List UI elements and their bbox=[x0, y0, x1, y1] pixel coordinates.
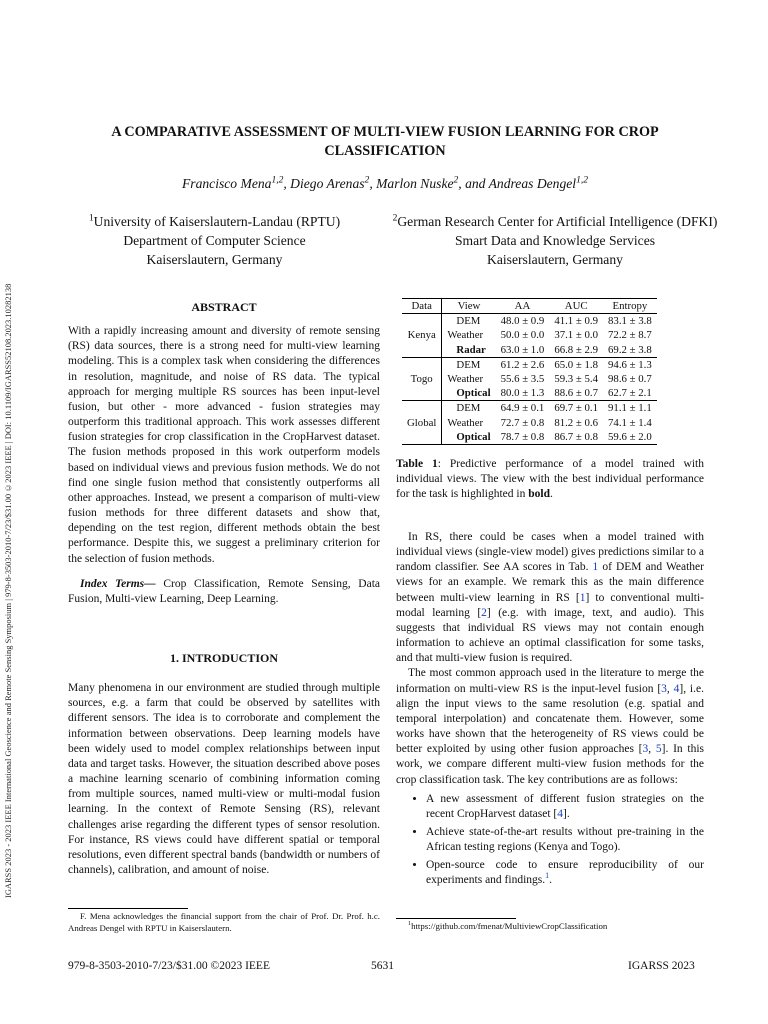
table-header: View bbox=[442, 299, 496, 314]
table-cell: 64.9 ± 0.1 bbox=[500, 402, 545, 415]
table-cell-view: DEM bbox=[456, 315, 481, 328]
affil-line: German Research Center for Artificial Intelligence (DFKI) bbox=[397, 214, 718, 229]
intro-section bbox=[68, 651, 380, 878]
table-cell: 72.7 ± 0.8 bbox=[500, 416, 545, 429]
list-item-text: Achieve state-of-the-art results without pre-training in the African testing regions (Kenya and Togo). bbox=[426, 825, 704, 854]
cite-link[interactable]: 4 bbox=[557, 807, 563, 820]
list-item-text: Open-source code to ensure reproducibility of our experiments and findings. bbox=[426, 859, 704, 887]
footnote-url[interactable]: https://github.com/fmenat/MultiviewCropClassification bbox=[411, 921, 608, 931]
para-text: of DEM and Weather views for an example. We remark this as the main difference between multi-view learning in RS [ bbox=[396, 561, 704, 604]
table-cell-view-best: Radar bbox=[442, 343, 496, 358]
cite-link[interactable]: 3 bbox=[661, 682, 667, 695]
cite-link[interactable]: 5 bbox=[655, 743, 662, 756]
table-cell: 69.7 ± 0.1 bbox=[554, 402, 599, 415]
table-cell-data: Togo bbox=[402, 357, 442, 401]
table-cell: 81.2 ± 0.6 bbox=[554, 416, 599, 429]
right-body bbox=[396, 530, 704, 892]
author-name: Francisco Mena bbox=[181, 176, 272, 191]
affil-sup: 2 bbox=[392, 213, 398, 224]
table-row bbox=[402, 357, 657, 372]
table-row bbox=[402, 401, 657, 416]
footer-left: 979-8-3503-2010-7/23/$31.00 ©2023 IEEE bbox=[68, 960, 270, 972]
affil-line: University of Kaiserslautern-Landau (RPTU) bbox=[93, 214, 341, 229]
caption-label: Table 1 bbox=[396, 458, 438, 470]
author-affil-sup: 2 bbox=[364, 175, 370, 186]
right-footnote bbox=[408, 921, 708, 933]
table-cell: 80.0 ± 1.3 bbox=[496, 386, 550, 401]
intro-heading: 1. INTRODUCTION bbox=[169, 651, 278, 665]
table-cell: 41.1 ± 0.9 bbox=[554, 315, 599, 328]
para-text: , bbox=[648, 743, 656, 756]
table-cell: 62.7 ± 2.1 bbox=[603, 386, 657, 401]
index-terms-text: Crop Classification, Remote Sensing, Data Fusion, Multi-view Learning, Deep Learning. bbox=[68, 577, 380, 605]
table-header: AUC bbox=[549, 299, 603, 314]
table-cell: 88.6 ± 0.7 bbox=[549, 386, 603, 401]
cite-link[interactable]: 1 bbox=[579, 591, 586, 604]
index-terms bbox=[68, 577, 380, 607]
table-cell: 86.7 ± 0.8 bbox=[549, 430, 603, 445]
table-cell: 91.1 ± 1.1 bbox=[608, 402, 652, 415]
footnote-ref[interactable]: 1 bbox=[545, 871, 550, 881]
intro-text: Many phenomena in our environment are studied through multiple sources, e.g. a farm that could be observed by satellites with different sensors. The idea is to corroborate and complement the information between observations. Deep learning models have been widely used to model complex relationships between input data and target tasks. However, the situation described above poses a machine learning scenario of combining information coming from multiple sources, named multi-view or multi-modal fusion learning. In the context of Remote Sensing (RS), relevant challenges arise regarding the different types of sensor resolution. For instance, RS views could have different spatial or temporal resolutions, even different spectral bands (bandwidth or numbers of channels), calibration, and amount of noise. bbox=[68, 682, 380, 877]
author-name: Diego Arenas bbox=[290, 176, 365, 191]
table-cell: 94.6 ± 1.3 bbox=[608, 358, 652, 371]
table-cell: 65.0 ± 1.8 bbox=[554, 358, 599, 371]
left-footnote: F. Mena acknowledges the financial support from the chair of Prof. Dr. Prof. h.c. Andreas Dengel with RPTU in Kaiserslautern. bbox=[68, 911, 380, 933]
table-cell-view-best: Optical bbox=[442, 386, 496, 401]
table-cell: 83.1 ± 3.8 bbox=[608, 315, 652, 328]
table-cell: 72.2 ± 8.7 bbox=[608, 329, 652, 342]
table-cell: 74.1 ± 1.4 bbox=[608, 416, 652, 429]
right-paragraph-2 bbox=[396, 666, 704, 787]
table-cell: 50.0 ± 0.0 bbox=[500, 329, 545, 342]
affiliation-2 bbox=[370, 212, 740, 269]
table-cell: 61.2 ± 2.6 bbox=[500, 358, 545, 371]
table-cell: 59.3 ± 5.4 bbox=[554, 373, 599, 386]
table-cell: 59.6 ± 2.0 bbox=[603, 430, 657, 445]
table-cell: 69.2 ± 3.8 bbox=[603, 343, 657, 358]
paper-title: A COMPARATIVE ASSESSMENT OF MULTI-VIEW FUSION LEARNING FOR CROP CLASSIFICATION bbox=[111, 124, 659, 159]
cite-link[interactable]: 2 bbox=[481, 606, 487, 619]
para-text: ], i.e. align the input views to the same resolution (e.g. spatial and temporal interpolation) and concatenate them. However, some works have shown that the heterogeneity of RS views could be better exploited by using other fusion approaches [ bbox=[396, 682, 704, 756]
list-item bbox=[426, 825, 704, 855]
table-cell: 98.6 ± 0.7 bbox=[608, 373, 652, 386]
affil-line: Department of Computer Science bbox=[123, 233, 306, 248]
table-cell: 63.0 ± 1.0 bbox=[496, 343, 550, 358]
table-cell-data: Global bbox=[402, 401, 442, 445]
table-cell: 55.6 ± 3.5 bbox=[500, 373, 545, 386]
table-caption bbox=[396, 457, 704, 502]
table-header: Data bbox=[402, 299, 442, 314]
para-text: In RS, there could be cases when a model trained with individual views (single-view model) gives predictions similar to a random classifier. See AA scores in Tab. bbox=[396, 531, 704, 574]
cite-link[interactable]: 3 bbox=[642, 743, 649, 756]
footnote-rule bbox=[68, 908, 188, 909]
table-cell-view: Weather bbox=[447, 373, 484, 386]
affil-line: Smart Data and Knowledge Services bbox=[454, 233, 656, 248]
table-cell: 37.1 ± 0.0 bbox=[554, 329, 599, 342]
footnote-sup: 1 bbox=[408, 921, 412, 928]
author-affil-sup: 1,2 bbox=[576, 175, 588, 186]
footer-right: IGARSS 2023 bbox=[628, 960, 695, 972]
abstract-text: With a rapidly increasing amount and diversity of remote sensing (RS) data sources, there is a strong need for multi-view learning modeling. This is a complex task when considering the differences in resolution, magnitude, and noise of RS data. The typical approach for merging multiple RS sources has been input-level fusion, but other - more advanced - fusion strategies may outperform this traditional approach. This work assesses different fusion strategies for crop classification in the CropHarvest dataset. The fusion methods proposed in this work outperform models based on individual views and previous fusion methods. We do not find one single fusion method that consistently outperforms all other approaches. Instead, we present a comparison of multi-view fusion methods for three different datasets and show that, depending on the test region, different methods obtain the best performance. Despite this, we suggest a preliminary criterion for the selection of fusion methods. bbox=[68, 325, 380, 565]
list-item bbox=[426, 792, 704, 822]
affil-line: Kaiserslautern, Germany bbox=[146, 252, 283, 267]
table-cell-view: DEM bbox=[456, 402, 481, 415]
list-item-text: ]. bbox=[562, 807, 570, 820]
table-header-row bbox=[402, 299, 657, 314]
para-text: ] to conventional multi-modal learning [ bbox=[396, 591, 704, 619]
table-header: AA bbox=[496, 299, 550, 314]
author-affil-sup: 2 bbox=[453, 175, 459, 186]
table-header: Entropy bbox=[603, 299, 657, 314]
table-cell-view: DEM bbox=[456, 358, 481, 371]
caption-bold-word: bold bbox=[528, 488, 550, 501]
affil-line: Kaiserslautern, Germany bbox=[487, 252, 623, 267]
table-row bbox=[402, 314, 657, 329]
author-list bbox=[60, 176, 710, 192]
table-cell-data: Kenya bbox=[402, 314, 442, 358]
table-cell: 66.8 ± 2.9 bbox=[549, 343, 603, 358]
table-cell: 48.0 ± 0.9 bbox=[500, 315, 545, 328]
footer-page-number: 5631 bbox=[371, 960, 394, 972]
list-item-text: A new assessment of different fusion strategies on the recent CropHarvest dataset [ bbox=[426, 792, 704, 820]
cite-link[interactable]: 1 bbox=[592, 561, 599, 574]
table-cell-view: Weather bbox=[447, 416, 484, 429]
affiliation-1 bbox=[62, 212, 367, 269]
contribution-list bbox=[396, 792, 704, 889]
caption-text-end: . bbox=[549, 488, 553, 501]
right-paragraph-1 bbox=[396, 530, 704, 666]
results-table bbox=[402, 298, 657, 445]
index-terms-label: Index Terms— bbox=[80, 577, 156, 590]
para-text: ]. In this work, we compare different multi-view fusion methods for the crop classification task. The key contributions are as follows: bbox=[396, 743, 705, 786]
author-sep: , and bbox=[458, 176, 489, 191]
footnote-rule bbox=[396, 918, 516, 919]
para-text: , bbox=[666, 682, 674, 695]
author-sep: , bbox=[283, 176, 291, 191]
side-identifier: IGARSS 2023 - 2023 IEEE International Geoscience and Remote Sensing Symposium | 979-8-3503-2010-7/23/$31.00 ©2023 IEEE | DOI: 10.1109/IGARSS52108.2023.10282138 bbox=[4, 283, 13, 898]
author-name: Andreas Dengel bbox=[488, 176, 577, 191]
cite-link[interactable]: 4 bbox=[673, 682, 680, 695]
author-sep: , bbox=[369, 176, 377, 191]
para-text: ] (e.g. with image, text, and audio). This suggests that individual RS views may not contain enough information to achieve an optimal classification for some tasks, and that multi-view fusion is required. bbox=[396, 606, 704, 665]
table-cell-view: Weather bbox=[447, 329, 484, 342]
caption-text: : Predictive performance of a model trained with individual views. The view with the best individual performance for the task is highlighted in bbox=[396, 458, 704, 501]
abstract-heading: ABSTRACT bbox=[191, 300, 257, 314]
table-cell: 78.7 ± 0.8 bbox=[496, 430, 550, 445]
author-affil-sup: 1,2 bbox=[271, 175, 284, 186]
abstract-section bbox=[68, 300, 380, 607]
para-text: The most common approach used in the literature to merge the information on multi-view RS is the input-level fusion [ bbox=[396, 667, 704, 695]
affil-sup: 1 bbox=[88, 213, 94, 224]
list-item: • Open-source code to ensure reproducibility of our experiments and findings.$^1$. bbox=[426, 858, 704, 888]
table-cell-view-best: Optical bbox=[442, 430, 496, 445]
author-name: Marlon Nuske bbox=[376, 176, 454, 191]
